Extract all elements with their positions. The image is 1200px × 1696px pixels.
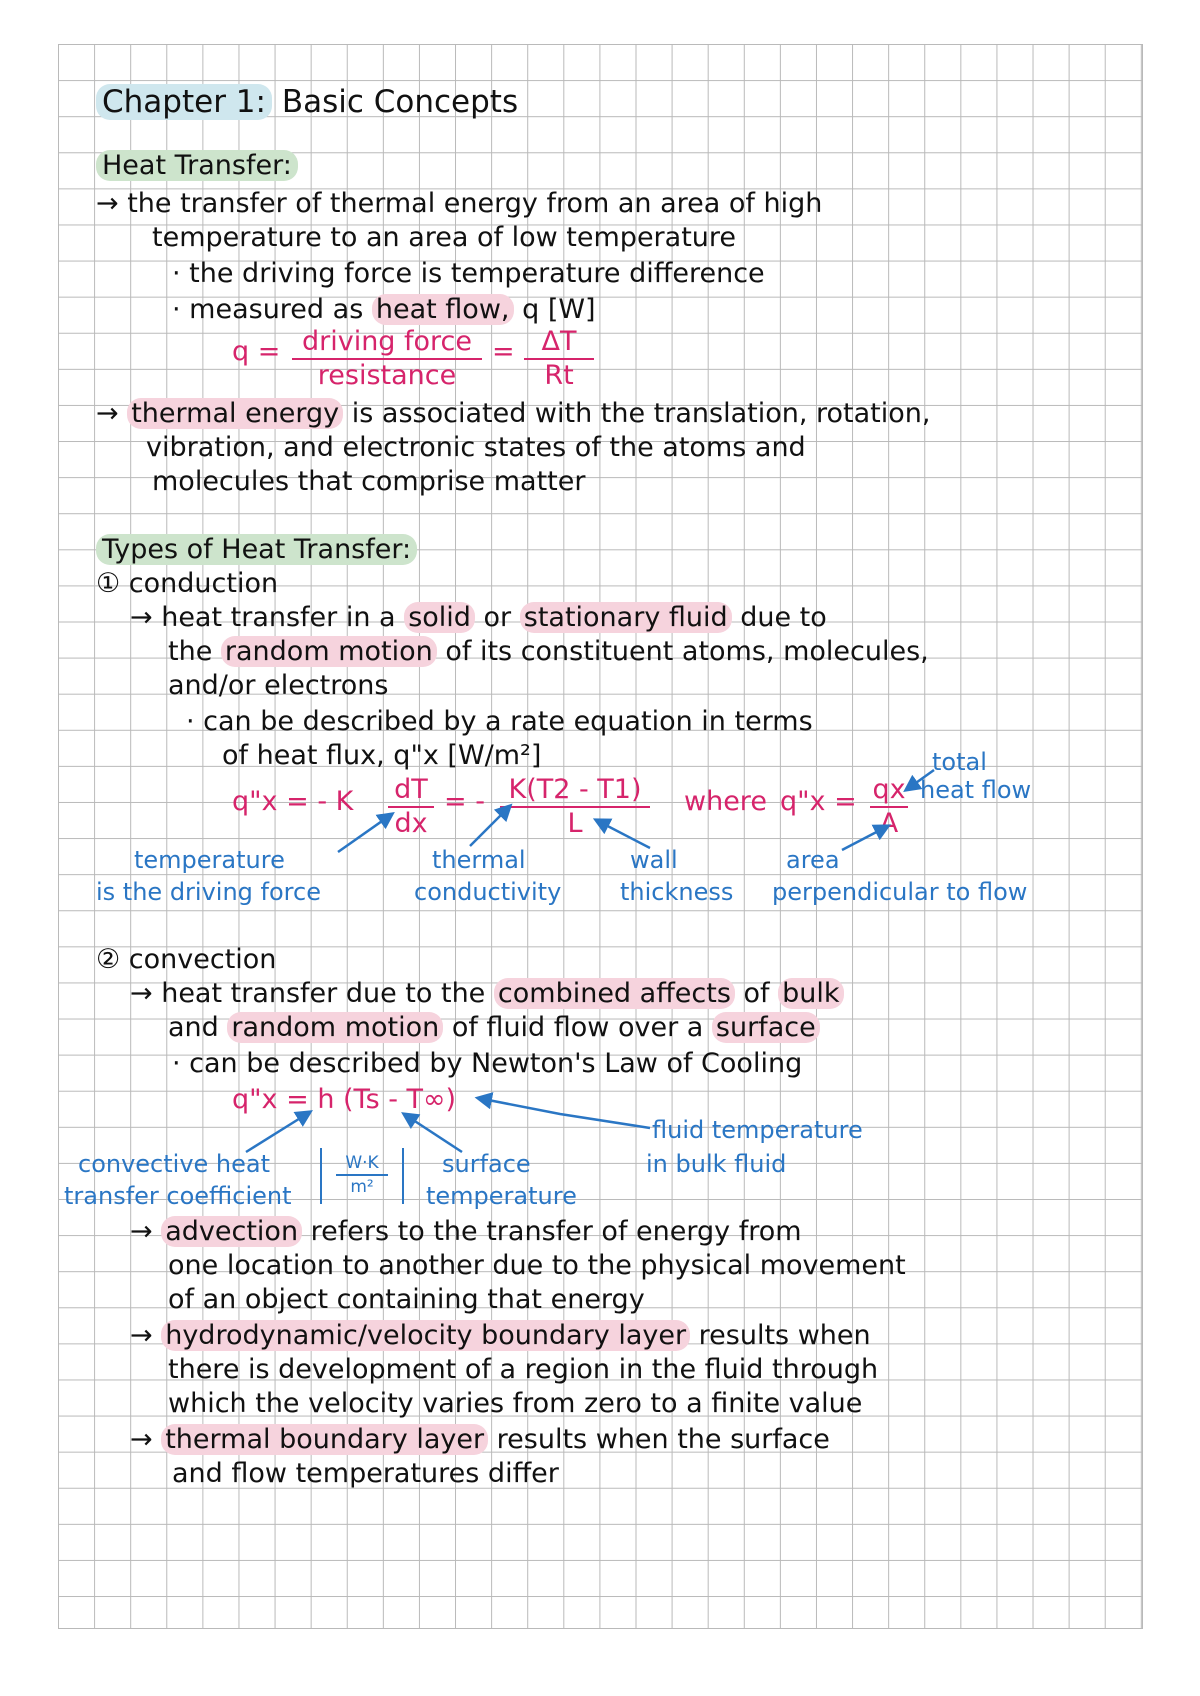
- ht-eq-num: driving force: [301, 326, 473, 357]
- cond-eq-num2: K(T2 - T1): [508, 774, 642, 805]
- advection-line3: of an object containing that energy: [168, 1284, 645, 1315]
- types-heading-text: Types of Heat Transfer:: [96, 534, 417, 565]
- conv-line1-a: → heat transfer due to the: [130, 978, 486, 1009]
- cond-bullet2: of heat flux, q"x [W/m²]: [222, 740, 542, 771]
- ann-conductivity: conductivity: [414, 878, 562, 906]
- hydro-arrow: →: [130, 1320, 153, 1351]
- cond-eq-den2: L: [500, 806, 650, 840]
- ann-surface-temperature: temperature: [426, 1182, 577, 1210]
- conv-combined-highlight: combined affects: [494, 978, 735, 1009]
- conv-random-motion-highlight: random motion: [227, 1012, 443, 1043]
- chapter-subtitle: Basic Concepts: [281, 84, 519, 120]
- arrow-area: [842, 826, 888, 850]
- ht-eq-den2: Rt: [524, 358, 594, 392]
- ann-total: total: [932, 748, 987, 776]
- cond-eq-part1: q"x = - K: [232, 786, 354, 817]
- ann-driving-force: is the driving force: [96, 878, 321, 906]
- thermal-energy-line3: molecules that comprise matter: [152, 466, 586, 497]
- cond-eq-where: where: [684, 786, 767, 817]
- ann-area: area: [786, 846, 840, 874]
- ann-temperature: temperature: [134, 846, 285, 874]
- arrow-surface: [404, 1114, 462, 1152]
- cond-eq-den3: A: [870, 806, 908, 840]
- conv-equation: q"x = h (Ts - T∞): [232, 1084, 457, 1115]
- ann-heat-flow: heat flow: [920, 776, 1032, 804]
- ann-thermal: thermal: [432, 846, 526, 874]
- arrow-convective: [246, 1112, 310, 1152]
- ht-bullet2-pre: · measured as: [172, 294, 364, 325]
- thermal-energy-text1: is associated with the translation, rotation,: [351, 398, 931, 429]
- tbl-text1: results when the surface: [496, 1424, 830, 1455]
- cond-line1-c: due to: [740, 602, 827, 633]
- conv-bullet1: · can be described by Newton's Law of Cooling: [172, 1048, 803, 1079]
- conv-line1-b: of: [743, 978, 770, 1009]
- cond-line1-b: or: [483, 602, 512, 633]
- thermal-energy-line2: vibration, and electronic states of the atoms and: [146, 432, 806, 463]
- tbl-line2: and flow temperatures differ: [172, 1458, 559, 1489]
- advection-highlight: advection: [161, 1216, 302, 1247]
- tbl-arrow: →: [130, 1424, 153, 1455]
- ht-def-line1: → the transfer of thermal energy from an area of high: [96, 188, 823, 219]
- arrow-total: [906, 770, 934, 790]
- ann-surface: surface: [442, 1150, 531, 1178]
- advection-line2: one location to another due to the physical movement: [168, 1250, 906, 1281]
- advection-text1: refers to the transfer of energy from: [310, 1216, 802, 1247]
- cond-eq-part3: q"x =: [780, 786, 857, 817]
- cond-solid-highlight: solid: [404, 602, 475, 633]
- ht-eq-equals: =: [492, 336, 515, 367]
- cond-line2-a: the: [168, 636, 213, 667]
- ann-wall: wall: [630, 846, 678, 874]
- conv-surface-highlight: surface: [712, 1012, 820, 1043]
- thermal-energy-highlight: thermal energy: [127, 398, 343, 429]
- chapter-label: Chapter 1:: [96, 84, 272, 120]
- heat-transfer-heading-text: Heat Transfer:: [96, 150, 298, 181]
- ann-convective-heat: convective heat: [78, 1150, 271, 1178]
- thermal-boundary-layer-highlight: thermal boundary layer: [161, 1424, 488, 1455]
- conv-line2-b: of fluid flow over a: [451, 1012, 704, 1043]
- cond-bullet1: · can be described by a rate equation in terms: [186, 706, 813, 737]
- cond-eq-den: dx: [388, 806, 434, 840]
- arrow-fluid: [478, 1098, 650, 1128]
- arrow-wall: [596, 820, 650, 848]
- ann-transfer-coefficient: transfer coefficient: [64, 1182, 292, 1210]
- ann-bulk-fluid: in bulk fluid: [646, 1150, 787, 1178]
- cond-line2-b: of its constituent atoms, molecules,: [445, 636, 929, 667]
- hydro-text1: results when: [698, 1320, 871, 1351]
- cond-fluid-highlight: stationary fluid: [520, 602, 732, 633]
- cond-eq-num: dT: [394, 774, 428, 805]
- ht-bullet2-highlight: heat flow,: [372, 294, 514, 325]
- arrow-thermal: [470, 806, 510, 846]
- hydro-line3: which the velocity varies from zero to a finite value: [168, 1388, 863, 1419]
- ht-eq-num2: ΔT: [541, 326, 577, 357]
- hydro-highlight: hydrodynamic/velocity boundary layer: [161, 1320, 690, 1351]
- ann-fluid-temperature: fluid temperature: [652, 1116, 863, 1144]
- ann-perpendicular: perpendicular to flow: [772, 878, 1028, 906]
- ht-bullet1: · the driving force is temperature difference: [172, 258, 765, 289]
- thermal-arrow: →: [96, 398, 119, 429]
- hydro-line2: there is development of a region in the fluid through: [168, 1354, 879, 1385]
- ann-units-den: m²: [336, 1174, 388, 1198]
- cond-line3: and/or electrons: [168, 670, 389, 701]
- cond-eq-num3: qx: [872, 774, 906, 805]
- conv-bulk-highlight: bulk: [778, 978, 843, 1009]
- conv-line2-a: and: [168, 1012, 219, 1043]
- cond-line1-a: → heat transfer in a: [130, 602, 396, 633]
- ht-def-line2: temperature to an area of low temperature: [152, 222, 737, 253]
- ann-thickness: thickness: [620, 878, 734, 906]
- advection-arrow: →: [130, 1216, 153, 1247]
- ht-bullet2-post: q [W]: [522, 294, 596, 325]
- arrow-temperature: [338, 814, 392, 852]
- ht-eq-lhs: q =: [232, 336, 281, 367]
- cond-random-motion-highlight: random motion: [221, 636, 437, 667]
- cond-eq-part2: = -: [444, 786, 485, 817]
- ht-eq-den: resistance: [292, 358, 482, 392]
- conduction-title: ① conduction: [96, 568, 279, 599]
- ann-units-num: W·K: [345, 1153, 379, 1173]
- convection-title: ② convection: [96, 944, 277, 975]
